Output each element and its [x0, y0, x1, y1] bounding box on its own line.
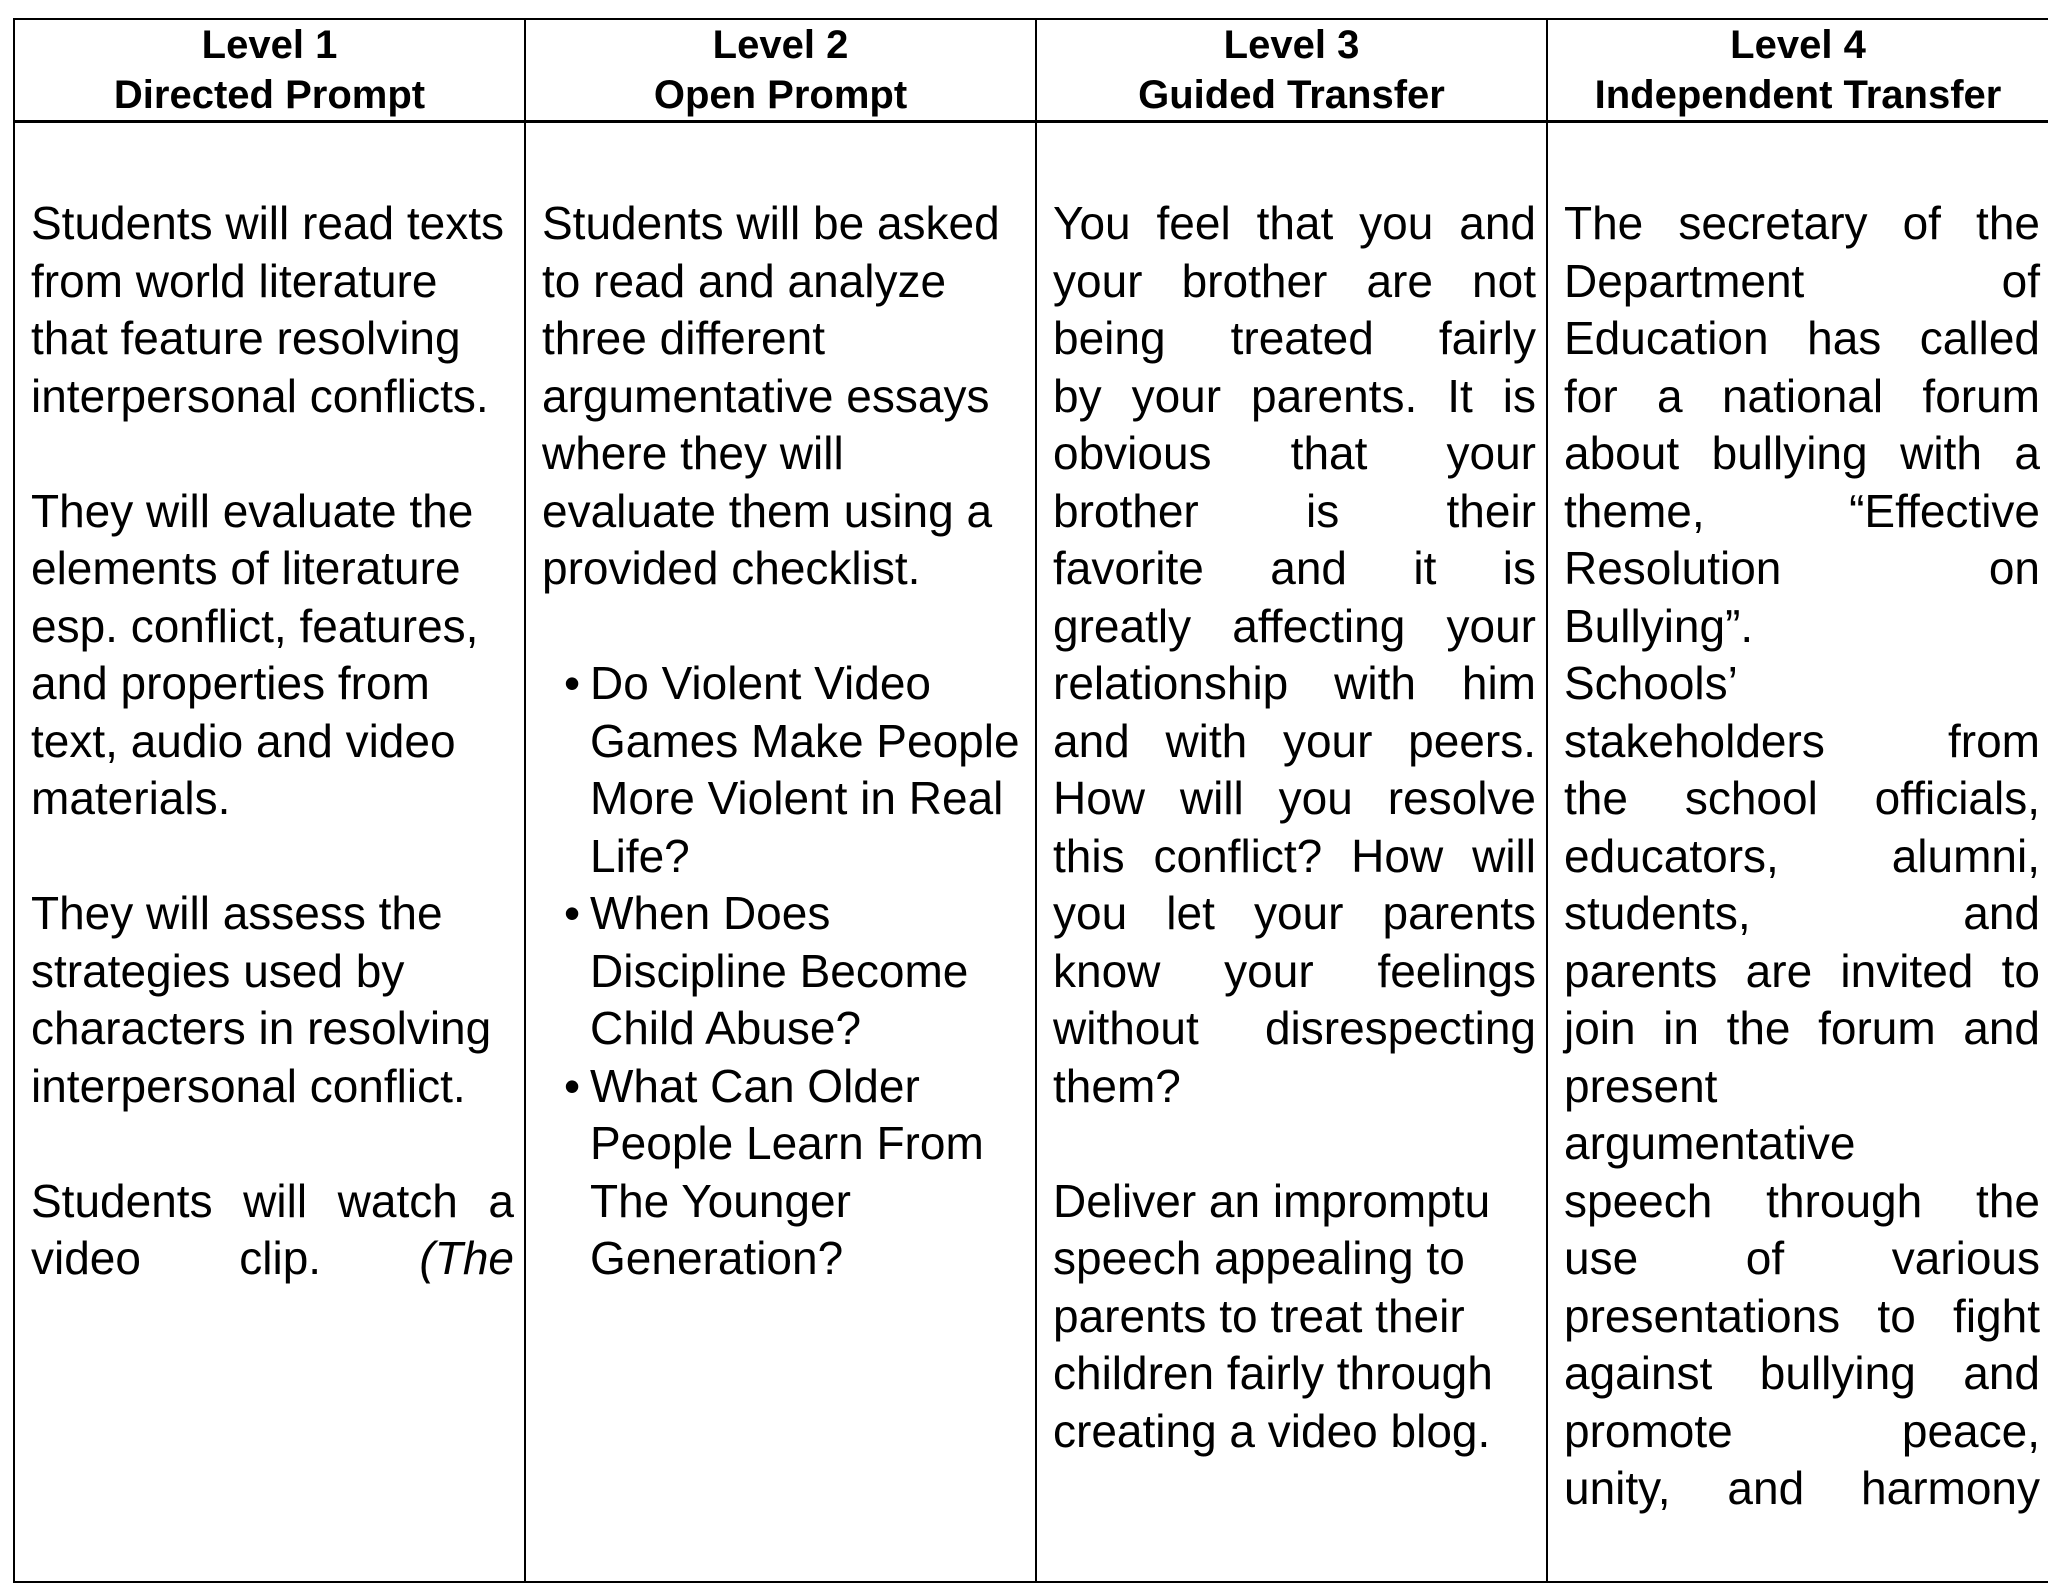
cell-line: Schools’ [1564, 657, 1738, 709]
cell-paragraph: Deliver an impromptu speech appealing to parents to treat their children fairly through creating a video blog. [1053, 1174, 1493, 1457]
cell-line: use of various [1564, 1232, 2040, 1284]
cell-line: favorite and it is [1053, 542, 1536, 594]
cell-line: Bullying”. [1564, 599, 1754, 652]
cell-open-prompt [525, 122, 1036, 1583]
cell-line: for a national forum [1564, 369, 2040, 422]
header-level-label: Level 1 [201, 23, 338, 67]
cell-line: unity, and harmony [1564, 1462, 2040, 1514]
bullet-icon: • [564, 657, 581, 709]
cell-paragraph [31, 1173, 514, 1288]
header-level-title: Guided Transfer [1138, 73, 1445, 117]
cell-line: this conflict? How will [1053, 829, 1536, 882]
header-level-title: Open Prompt [653, 73, 908, 117]
cell-line: present [1564, 1059, 1718, 1112]
cell-line [31, 1230, 514, 1288]
bullet-icon: • [564, 887, 581, 939]
cell-line: speech through the [1564, 1174, 2040, 1227]
cell-line: against bullying and [1564, 1347, 2040, 1399]
cell-line: argumentative [1564, 1117, 1856, 1169]
cell-line: join in the forum and [1564, 1002, 2040, 1054]
cell-line: about bullying with a [1564, 427, 2040, 479]
cell-line: greatly affecting your [1053, 599, 1536, 652]
cell-line: and with your peers. [1053, 714, 1536, 767]
cell-line: students, and [1564, 887, 2040, 939]
cell-line: parents are invited to [1564, 944, 2040, 997]
cell-line: the school officials, [1564, 772, 2040, 824]
cell-line: Resolution on [1564, 542, 2040, 594]
header-level-1 [14, 19, 525, 122]
list-item [564, 885, 1025, 1058]
cell-line: Students will watch a [31, 1174, 514, 1227]
cell-guided-transfer [1036, 122, 1547, 1583]
header-level-label: Level 3 [1223, 23, 1360, 67]
cell-paragraph [1053, 195, 1536, 1115]
header-level-title: Independent Transfer [1594, 73, 2002, 117]
header-level-title: Directed Prompt [113, 73, 426, 117]
header-level-4 [1547, 19, 2048, 122]
cell-line: your brother are not [1053, 254, 1536, 307]
cell-line: You feel that you and [1053, 197, 1536, 249]
cell-independent-transfer [1547, 122, 2048, 1583]
list-item-text: Do Violent Video Games Make People More Violent in Real Life? [590, 657, 1020, 882]
header-level-3 [1036, 19, 1547, 122]
cell-line: stakeholders from [1564, 714, 2040, 767]
list-item-text: When Does Discipline Become Child Abuse? [590, 887, 969, 1054]
cell-line: you let your parents [1053, 887, 1536, 939]
cell-line: obvious that your [1053, 427, 1536, 479]
cell-line: promote peace, [1564, 1404, 2040, 1457]
levels-table [13, 18, 2048, 1583]
list-item [564, 1058, 1025, 1288]
cell-paragraph [1564, 195, 2040, 1518]
cell-word: clip. [239, 1232, 322, 1284]
list-item-text: What Can Older People Learn From The Younger Generation? [590, 1059, 984, 1284]
cell-line: being treated fairly [1053, 312, 1536, 364]
cell-line: relationship with him [1053, 657, 1536, 709]
bullet-icon: • [564, 1059, 581, 1112]
cell-line: by your parents. It is [1053, 369, 1536, 422]
cell-line: brother is their [1053, 484, 1536, 537]
cell-paragraph: They will evaluate the elements of literature esp. conflict, features, and properties from text, audio and video materials. [31, 484, 479, 824]
header-row [14, 19, 2048, 122]
cell-paragraph: Students will be asked to read and analyze three different argumentative essays where they will evaluate them using a provided checklist. [542, 197, 1000, 594]
cell-line: Department of [1564, 254, 2040, 307]
list-item [564, 655, 1025, 885]
content-row [14, 122, 2048, 1583]
cell-word: video [31, 1232, 141, 1284]
cell-line: know your feelings [1053, 944, 1536, 997]
cell-directed-prompt [14, 122, 525, 1583]
cell-word-italic: (The [419, 1232, 514, 1284]
cell-line: them? [1053, 1059, 1181, 1112]
cell-paragraph: They will assess the strategies used by characters in resolving interpersonal conflict. [31, 887, 492, 1112]
cell-line: without disrespecting [1053, 1002, 1536, 1054]
header-level-2 [525, 19, 1036, 122]
header-level-label: Level 4 [1730, 23, 1866, 67]
essay-list [542, 655, 1025, 1288]
cell-line: theme, “Effective [1564, 484, 2040, 537]
cell-line: The secretary of the [1564, 197, 2040, 249]
cell-line: Education has called [1564, 312, 2040, 364]
cell-paragraph: Students will read texts from world literature that feature resolving interpersonal conflicts. [31, 197, 505, 422]
cell-line: presentations to fight [1564, 1289, 2040, 1342]
cell-line: How will you resolve [1053, 772, 1536, 824]
cell-line: educators, alumni, [1564, 829, 2040, 882]
header-level-label: Level 2 [712, 23, 849, 67]
